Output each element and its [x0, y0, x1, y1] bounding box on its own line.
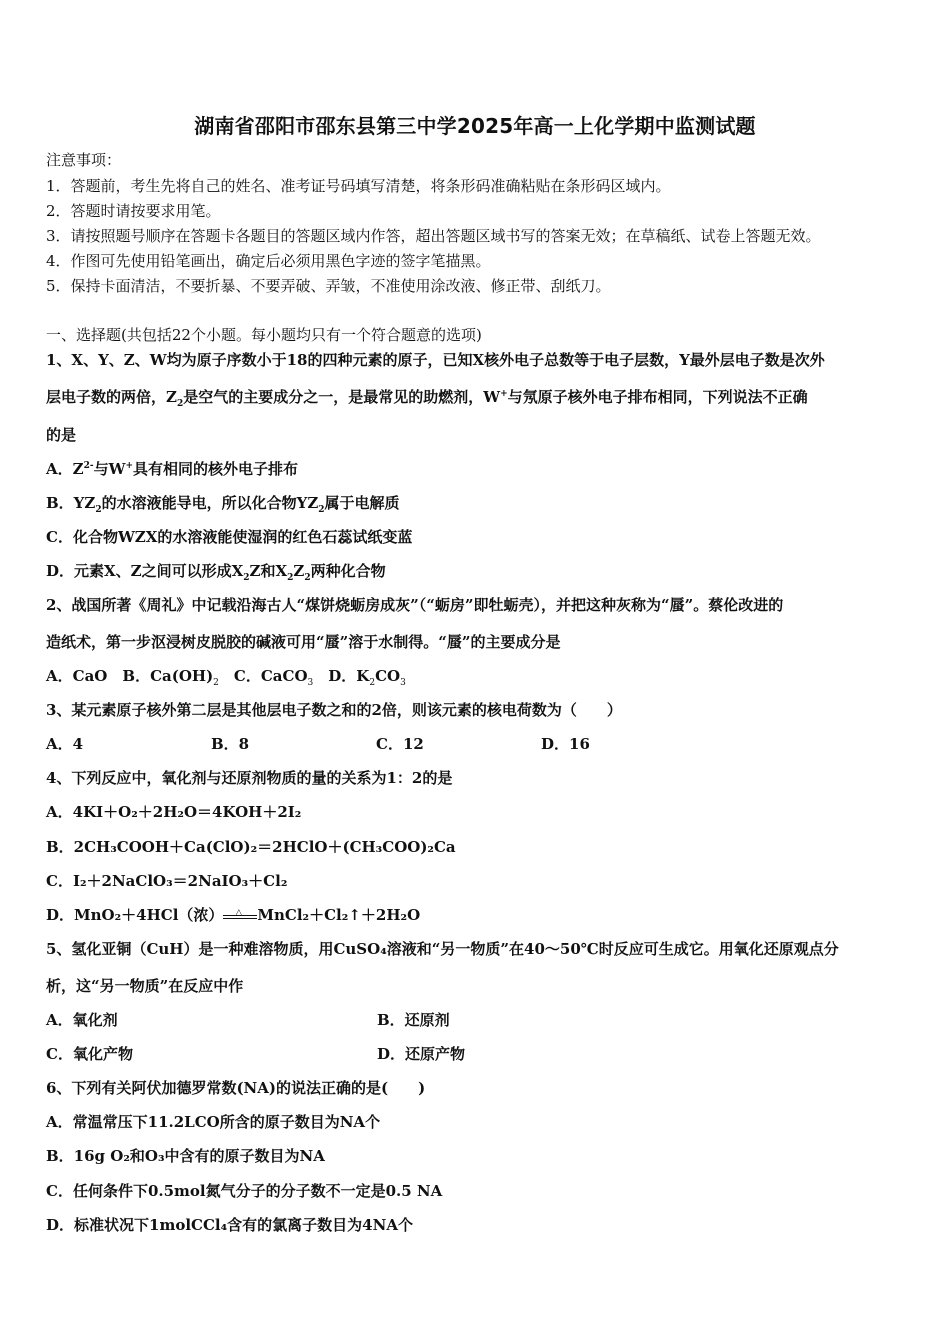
q6-option-a: A．常温常压下11.2LCO所含的原子数目为NA个	[46, 1113, 381, 1131]
q4-stem: 4、下列反应中，氧化剂与还原剂物质的量的关系为1：2的是	[46, 769, 453, 787]
heating-condition-sign: △	[223, 909, 257, 923]
q4-option-b: B．2CH₃COOH＋Ca(ClO)₂＝2HClO＋(CH₃COO)₂Ca	[46, 838, 456, 856]
q5-stem-line2: 析，这“另一物质”在反应中作	[46, 977, 244, 995]
q2-options: A．CaO B．$Ca(OH)_2$ C．CaCO$_3$ D．$K_2CO_3$	[46, 667, 406, 688]
q1-stem-line1: 1、X、Y、Z、W均为原子序数小于18的四种元素的原子，已知X核外电子总数等于电子层数，Y最外层电子数是次外	[46, 351, 825, 369]
q4-option-a: A．4KI＋O₂＋2H₂O＝4KOH＋2I₂	[46, 803, 302, 821]
q3-options: A．4 B．8 C．12 D．16	[46, 735, 590, 753]
q6-option-d: D．标准状况下1molCCl₄含有的氯离子数目为4NA个	[46, 1216, 413, 1234]
note-item: 1．答题前，考生先将自己的姓名、准考证号码填写清楚，将条形码准确粘贴在条形码区域内。	[46, 177, 671, 195]
note-item: 3．请按照题号顺序在答题卡各题目的答题区域内作答，超出答题区域书写的答案无效；在草稿纸、试卷上答题无效。	[46, 227, 821, 245]
section-heading: 一、选择题(共包括22个小题。每小题均只有一个符合题意的选项)	[46, 326, 482, 344]
q6-option-c: C．任何条件下0.5mol氮气分子的分子数不一定是0.5 NA	[46, 1182, 443, 1200]
q3-stem: 3、某元素原子核外第二层是其他层电子数之和的2倍，则该元素的核电荷数为（ ）	[46, 701, 622, 719]
q1-option-b: B．$YZ_2$的水溶液能导电，所以化合物$YZ_2$属于电解质	[46, 494, 400, 515]
q5-stem-line1: 5、氢化亚铜（CuH）是一种难溶物质，用CuSO₄溶液和“另一物质”在40～50℃时反应可生成它。用氧化还原观点分	[46, 940, 839, 958]
q5-options-row2: C．氧化产物 D．还原产物	[46, 1045, 466, 1063]
q6-stem: 6、下列有关阿伏加德罗常数(NA)的说法正确的是( )	[46, 1079, 426, 1097]
note-item: 4．作图可先使用铅笔画出，确定后必须用黑色字迹的签字笔描黑。	[46, 252, 491, 270]
note-item: 2．答题时请按要求用笔。	[46, 202, 221, 220]
q2-stem-line2: 造纸术，第一步沤浸树皮脱胶的碱液可用“蜃”溶于水制得。“蜃”的主要成分是	[46, 633, 561, 651]
q2-stem-line1: 2、战国所著《周礼》中记载沿海古人“煤饼烧蛎房成灰”（“蛎房”即牡蛎壳），并把这种灰称为“蜃”。蔡伦改进的	[46, 596, 784, 614]
q5-options-row1: A．氧化剂 B．还原剂	[46, 1011, 450, 1029]
q1-option-d: D．元素X、Z之间可以形成$X_2Z$和$X_2Z_2$两种化合物	[46, 562, 386, 583]
q6-option-b: B．16g O₂和O₃中含有的原子数目为NA	[46, 1147, 325, 1165]
page-title: 湖南省邵阳市邵东县第三中学2025年高一上化学期中监测试题	[194, 114, 756, 138]
q4-option-d: D．MnO₂＋4HCl（浓） △ MnCl₂＋Cl₂↑＋2H₂O	[46, 906, 421, 924]
notes-heading: 注意事项：	[46, 151, 122, 169]
q1-option-a: A．$Z^{2-}$与W+具有相同的核外电子排布	[46, 460, 299, 478]
q1-stem-line3: 的是	[46, 426, 77, 444]
q1-option-c: C．化合物WZX的水溶液能使湿润的红色石蕊试纸变蓝	[46, 528, 413, 546]
note-item: 5．保持卡面清洁，不要折暴、不要弄破、弄皱，不准使用涂改液、修正带、刮纸刀。	[46, 277, 611, 295]
q1-stem-line2: 层电子数的两倍，$Z_2$是空气的主要成分之一，是最常见的助燃剂，W+与氖原子核外电子排布相同，下列说法不正确	[46, 388, 808, 409]
q4-option-c: C．I₂＋2NaClO₃＝2NaIO₃＋Cl₂	[46, 872, 288, 890]
